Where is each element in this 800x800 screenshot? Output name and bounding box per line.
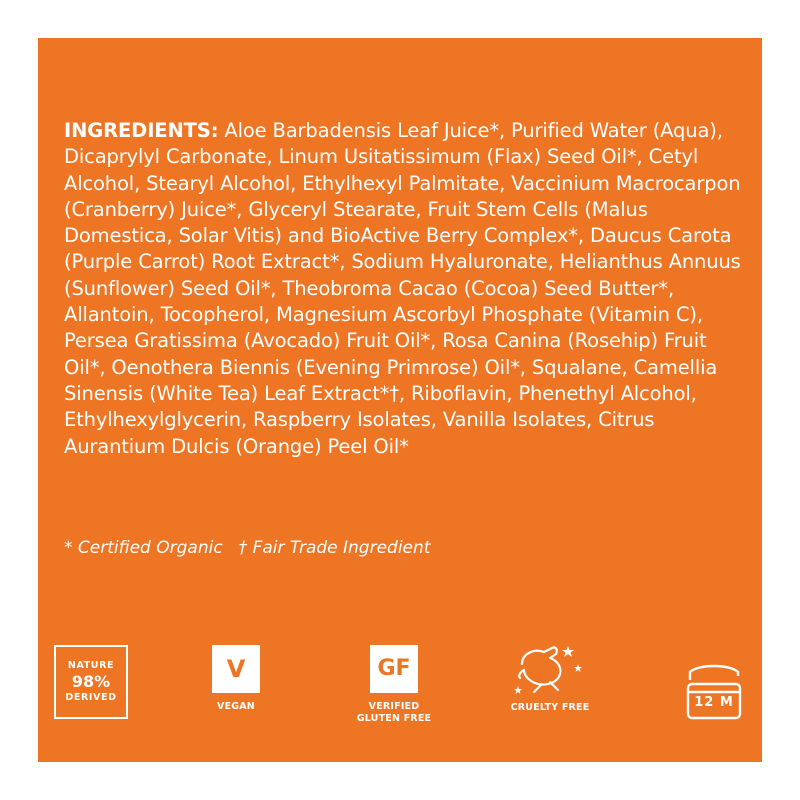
gluten-free-badge bbox=[344, 645, 444, 725]
footnote-organic: * Certified Organic bbox=[64, 538, 223, 558]
footnote-fair-trade: † Fair Trade Ingredient bbox=[238, 538, 431, 558]
ingredients-panel bbox=[38, 38, 762, 762]
vegan-icon: V bbox=[212, 645, 260, 693]
nature-badge-top: NATURE bbox=[67, 660, 115, 671]
ingredients-list bbox=[64, 118, 744, 460]
gluten-free-caption: VERIFIED GLUTEN FREE bbox=[356, 701, 432, 724]
pao-badge bbox=[682, 662, 746, 724]
vegan-badge bbox=[200, 645, 272, 713]
footnotes bbox=[64, 538, 430, 558]
nature-badge-bottom: DERIVED bbox=[65, 692, 117, 703]
open-jar-icon bbox=[682, 662, 746, 724]
ingredients-label: INGREDIENTS: bbox=[64, 119, 219, 142]
cruelty-free-badge bbox=[500, 642, 600, 714]
ingredients-text: Aloe Barbadensis Leaf Juice*, Purified Water (Aqua), Dicaprylyl Carbonate, Linum Usitatissimum (Flax) Seed Oil*, Cetyl Alcohol, Stearyl Alcohol, Ethylhexyl Palmitate, Vaccinium Macrocarpon (Cranberry) Juice*, Glyceryl Stearate, Fruit Stem Cells (Malus Domestica, Solar Vitis) and BioActive Berry Complex*, Daucus Carota (Purple Carrot) Root Extract*, Sodium Hyaluronate, Helianthus Annuus (Sunflower) Seed Oil*, Theobroma Cacao (Cocoa) Seed Butter*, Allantoin, Tocopherol, Magnesium Ascorbyl Phosphate (Vitamin C), Persea Gratissima (Avocado) Fruit Oil*, Rosa Canina (Rosehip) Fruit Oil*, Oenothera Biennis (Evening Primrose) Oil*, Squalane, Camellia Sinensis (White Tea) Leaf Extract*†, Riboflavin, Phenethyl Alcohol, Ethylhexylglycerin, Raspberry Isolates, Vanilla Isolates, Citrus Aurantium Dulcis (Orange) Peel Oil* bbox=[64, 119, 741, 458]
leaping-bunny-icon bbox=[512, 642, 588, 698]
gluten-free-icon: GF bbox=[370, 645, 418, 693]
pao-label: 12 M bbox=[694, 695, 734, 710]
cruelty-free-caption: CRUELTY FREE bbox=[510, 702, 590, 713]
nature-derived-badge bbox=[54, 645, 128, 719]
nature-badge-percent: 98% bbox=[71, 672, 111, 691]
vegan-caption: VEGAN bbox=[217, 701, 255, 712]
